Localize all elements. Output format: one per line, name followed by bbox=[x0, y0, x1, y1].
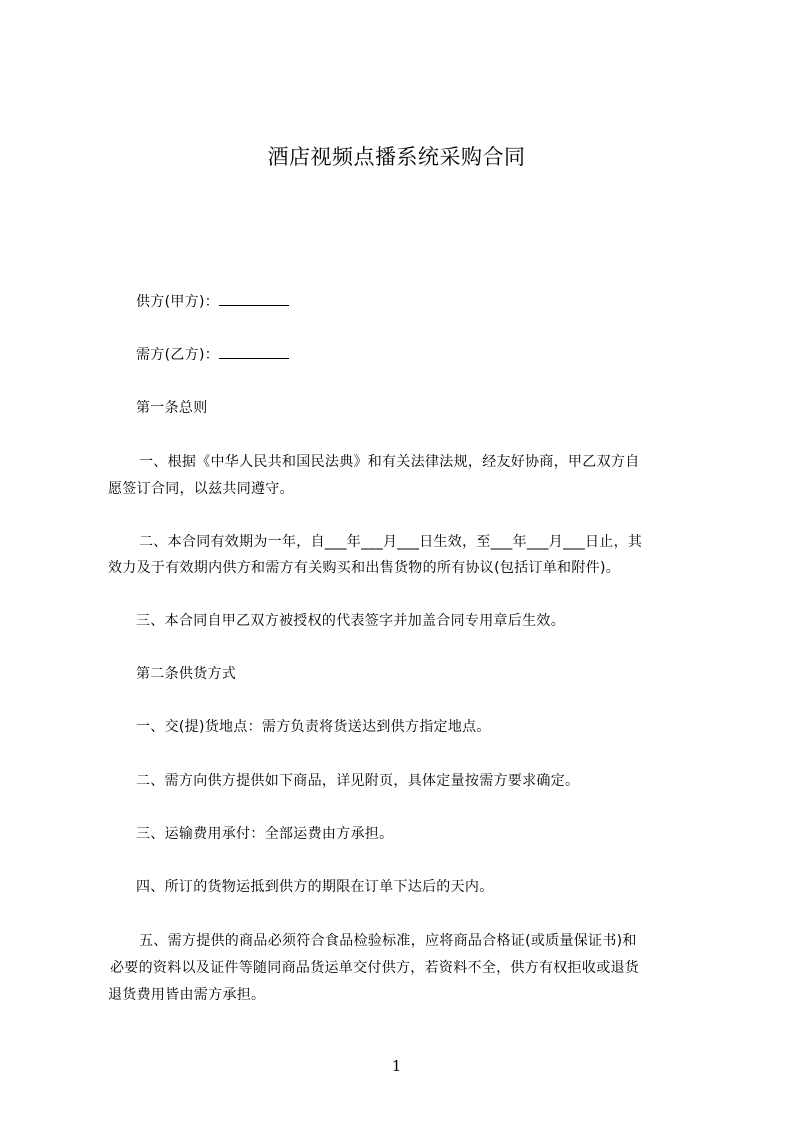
article1-clause2-line1: 二、本合同有效期为一年，自___年___月___日生效，至___年___月___日止，其 bbox=[139, 534, 643, 550]
article2-clause4: 四、所订的货物运抵到供方的期限在订单下达后的天内。 bbox=[136, 879, 494, 895]
article2-clause3: 三、运输费用承付：全部运费由方承担。 bbox=[136, 826, 394, 842]
article1-clause2-line2: 效力及于有效期内供方和需方有关购买和出售货物的所有协议(包括订单和附件)。 bbox=[108, 560, 621, 576]
article2-clause5-line3: 退货费用皆由需方承担。 bbox=[108, 987, 266, 1003]
article1-clause3: 三、本合同自甲乙双方被授权的代表签字并加盖合同专用章后生效。 bbox=[136, 613, 565, 629]
contract-title: 酒店视频点播系统采购合同 bbox=[267, 145, 526, 169]
article2-clause5-line2: 必要的资料以及证件等随同商品货运单交付供方，若资料不全，供方有权拒收或退货 bbox=[110, 960, 640, 976]
article1-clause1-line2: 愿签订合同，以兹共同遵守。 bbox=[108, 481, 294, 497]
page-number: 1 bbox=[391, 1057, 402, 1075]
article2-clause1: 一、交(提)货地点：需方负责将货送达到供方指定地点。 bbox=[136, 719, 491, 735]
article2-clause2: 二、需方向供方提供如下商品，详见附页，具体定量按需方要求确定。 bbox=[136, 773, 580, 789]
article1-clause1-line1: 一、根据《中华人民共和国民法典》和有关法律法规，经友好协商，甲乙双方自 bbox=[139, 454, 640, 470]
buyer-label: 需方(乙方)： bbox=[136, 347, 220, 363]
supplier-blank bbox=[219, 291, 289, 306]
article1-heading: 第一条总则 bbox=[136, 400, 208, 416]
buyer-line bbox=[136, 344, 736, 365]
article2-heading: 第二条供货方式 bbox=[136, 666, 237, 682]
buyer-blank bbox=[219, 344, 289, 359]
article2-clause5-line1: 五、需方提供的商品必须符合食品检验标准，应将商品合格证(或质量保证书)和 bbox=[139, 933, 637, 949]
supplier-line bbox=[136, 291, 736, 312]
supplier-label: 供方(甲方)： bbox=[136, 294, 220, 310]
